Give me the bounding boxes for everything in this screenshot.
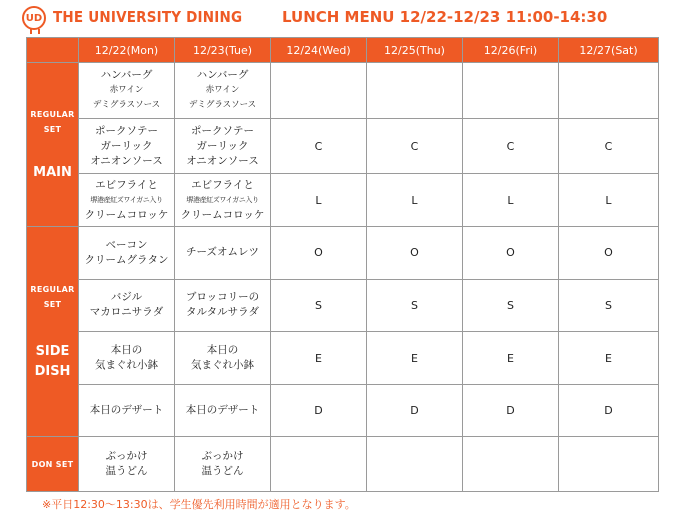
- dish-name-line: ガーリック: [100, 139, 153, 152]
- menu-title: LUNCH MENU 12/22-12/23 11:00-14:30: [282, 8, 608, 26]
- day-header-tue: 12/23(Tue): [175, 38, 271, 63]
- category-title: MAIN: [33, 164, 72, 180]
- dish-name: ぶっかけ: [201, 450, 244, 463]
- table-row: [27, 63, 659, 119]
- dish-note: 赤ワイン: [205, 85, 240, 96]
- menu-cell: [175, 332, 271, 385]
- university-dining-logo-icon: UD: [22, 6, 46, 30]
- dish-note: 堺港産紅ズワイガニ入り: [90, 195, 163, 204]
- closed-letter: C: [367, 118, 463, 174]
- day-header-row: [27, 38, 659, 63]
- dish-name: 本日のデザート: [89, 404, 164, 417]
- menu-cell: [79, 174, 175, 227]
- category-title: DON SET: [31, 459, 74, 469]
- closed-letter: S: [271, 279, 367, 332]
- menu-cell: [175, 437, 271, 492]
- closed-letter: C: [463, 118, 559, 174]
- day-header-mon: 12/22(Mon): [79, 38, 175, 63]
- menu-cell: [79, 63, 175, 119]
- closed-letter: D: [559, 384, 659, 437]
- dish-note: 堺港産紅ズワイガニ入り: [186, 195, 259, 204]
- category-title: SIDE: [35, 343, 70, 359]
- day-header-sat: 12/27(Sat): [559, 38, 659, 63]
- dish-name-line: オニオンソース: [90, 154, 163, 167]
- day-header-thu: 12/25(Thu): [367, 38, 463, 63]
- menu-cell: [79, 279, 175, 332]
- closed-letter: O: [271, 227, 367, 280]
- closed-letter: E: [463, 332, 559, 385]
- empty-cell: [367, 63, 463, 119]
- dish-name: 本日の: [206, 344, 239, 356]
- menu-cell: [175, 384, 271, 437]
- dish-name-line: クリームコロッケ: [180, 208, 265, 221]
- table-row: [27, 227, 659, 280]
- category-line: REGULAR: [30, 284, 75, 294]
- dish-name-line: 温うどん: [201, 465, 244, 478]
- category-line: REGULAR: [30, 109, 75, 119]
- dish-name: ポークソテー: [95, 124, 158, 137]
- closed-letter: O: [559, 227, 659, 280]
- dish-name: ベーコン: [105, 238, 148, 251]
- dish-name: 本日のデザート: [185, 404, 260, 417]
- table-row: [27, 437, 659, 492]
- dish-note: 赤ワイン: [109, 85, 144, 96]
- menu-cell: [79, 437, 175, 492]
- empty-cell: [271, 63, 367, 119]
- dish-name-line: マカロニサラダ: [89, 306, 164, 319]
- brand-name: THE UNIVERSITY DINING: [53, 8, 243, 26]
- dish-name: エビフライと: [95, 178, 158, 191]
- empty-cell: [367, 437, 463, 492]
- dish-name-line: クリームグラタン: [84, 253, 169, 266]
- dish-name: チーズオムレツ: [186, 246, 259, 259]
- closed-letter: C: [559, 118, 659, 174]
- dish-name: バジル: [110, 291, 143, 304]
- dish-name-line: 気まぐれ小鉢: [95, 359, 158, 371]
- page-header: [0, 0, 685, 40]
- closed-letter: O: [463, 227, 559, 280]
- logo-fork-mark: [30, 29, 40, 34]
- day-header-wed: 12/24(Wed): [271, 38, 367, 63]
- dish-name-line: ガーリック: [196, 139, 249, 152]
- menu-cell: [79, 384, 175, 437]
- closed-letter: E: [559, 332, 659, 385]
- closed-letter: E: [367, 332, 463, 385]
- header-corner: [27, 38, 79, 63]
- table-row: [27, 384, 659, 437]
- closed-letter: D: [367, 384, 463, 437]
- footnote: ※平日12:30～13:30は、学生優先利用時間が適用となります。: [42, 498, 356, 511]
- closed-letter: C: [271, 118, 367, 174]
- category-line: SET: [43, 299, 62, 309]
- category-title: DISH: [34, 363, 71, 379]
- dish-name: ハンバーグ: [100, 69, 153, 82]
- menu-cell: [79, 118, 175, 174]
- closed-letter: L: [271, 174, 367, 227]
- dish-name: ポークソテー: [191, 124, 254, 137]
- closed-letter: L: [463, 174, 559, 227]
- closed-letter: S: [559, 279, 659, 332]
- dish-name: 本日の: [110, 344, 143, 356]
- menu-cell: [79, 227, 175, 280]
- empty-cell: [559, 437, 659, 492]
- closed-letter: D: [463, 384, 559, 437]
- dish-name: ブロッコリーの: [185, 291, 260, 304]
- menu-cell: [175, 227, 271, 280]
- dish-name-line: タルタルサラダ: [186, 306, 259, 319]
- closed-letter: S: [463, 279, 559, 332]
- dish-name: ぶっかけ: [105, 450, 148, 463]
- dish-name-line: クリームコロッケ: [84, 208, 169, 221]
- menu-cell: [79, 332, 175, 385]
- lunch-menu-table: [26, 37, 659, 492]
- dish-note: デミグラスソース: [92, 100, 161, 111]
- menu-cell: [175, 63, 271, 119]
- empty-cell: [463, 437, 559, 492]
- closed-letter: O: [367, 227, 463, 280]
- day-header-fri: 12/26(Fri): [463, 38, 559, 63]
- empty-cell: [463, 63, 559, 119]
- category-regular-main: [27, 63, 79, 227]
- dish-name: ハンバーグ: [196, 69, 249, 82]
- dish-name-line: 温うどん: [105, 465, 148, 478]
- empty-cell: [271, 437, 367, 492]
- closed-letter: L: [367, 174, 463, 227]
- dish-name-line: 気まぐれ小鉢: [191, 359, 254, 371]
- closed-letter: S: [367, 279, 463, 332]
- menu-cell: [175, 118, 271, 174]
- menu-cell: [175, 279, 271, 332]
- dish-note: デミグラスソース: [188, 100, 257, 111]
- category-line: SET: [43, 124, 62, 134]
- dish-name: エビフライと: [191, 178, 254, 191]
- menu-cell: [175, 174, 271, 227]
- table-row: [27, 174, 659, 227]
- closed-letter: E: [271, 332, 367, 385]
- closed-letter: D: [271, 384, 367, 437]
- empty-cell: [559, 63, 659, 119]
- category-don-set: [27, 437, 79, 492]
- table-row: [27, 332, 659, 385]
- table-row: [27, 118, 659, 174]
- table-row: [27, 279, 659, 332]
- closed-letter: L: [559, 174, 659, 227]
- dish-name-line: オニオンソース: [186, 154, 259, 167]
- category-regular-side-dish: [27, 227, 79, 437]
